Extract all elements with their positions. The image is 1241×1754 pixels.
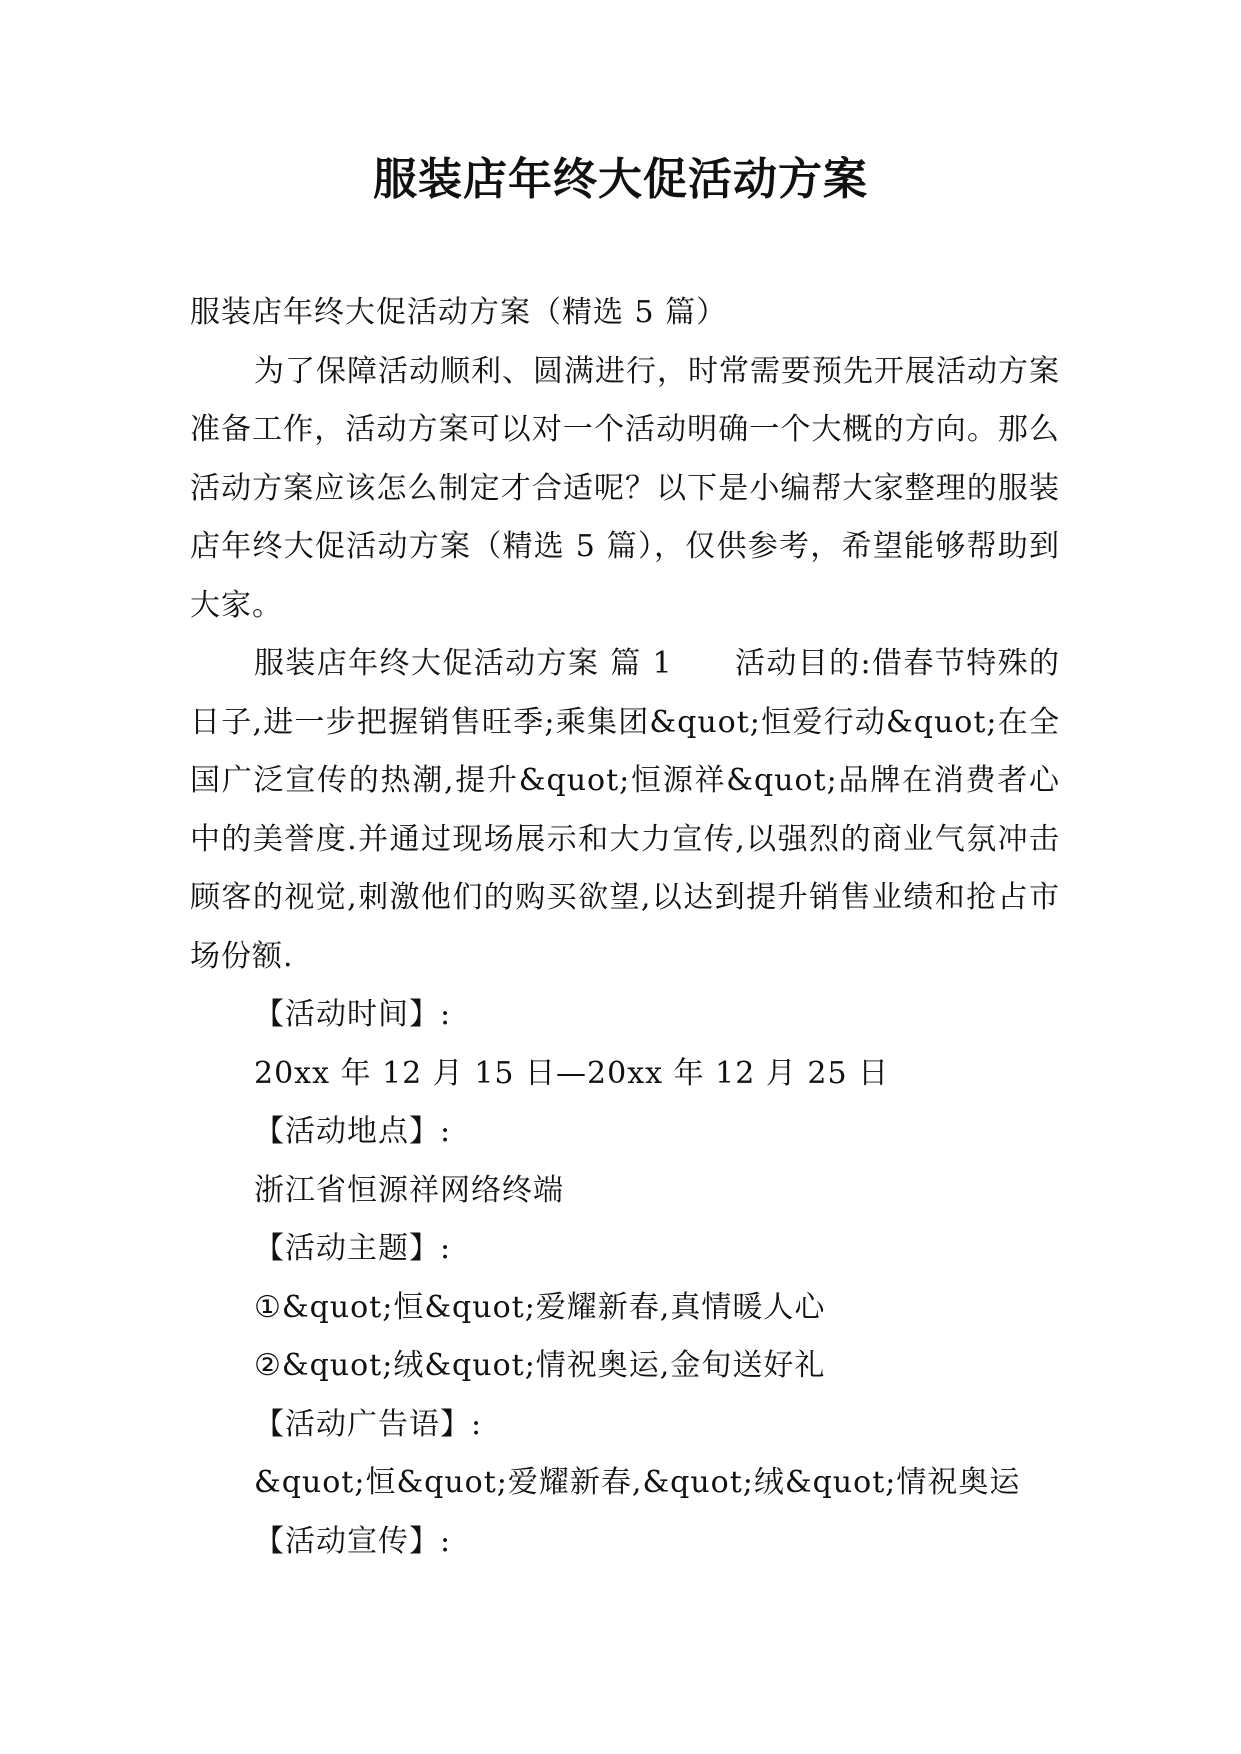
place-label: 【活动地点】: [254, 1114, 452, 1149]
time-label: 【活动时间】: [254, 997, 452, 1032]
theme-label: 【活动主题】: [254, 1231, 452, 1266]
document-title: 服装店年终大促活动方案 [373, 154, 868, 205]
section1-purpose: 活动目的:借春节特殊的日子,进一步把握销售旺季;乘集团&quot;恒爱行动&quot;在全国广泛宣传的热潮,提升&quot;恒源祥&quot;品牌在消费者心中的美誉度.并通过现场展示和大力宣传,以强烈的商业气氛冲击顾客的视觉,刺激他们的购买欲望,以达到提升销售业绩和抢占市场份额. [190, 646, 1060, 974]
theme-item-2: ②&quot;绒&quot;情祝奥运,金旬送好礼 [254, 1348, 826, 1383]
theme-item-1: ①&quot;恒&quot;爱耀新春,真情暖人心 [254, 1289, 826, 1325]
place-value: 浙江省恒源祥网络终端 [254, 1172, 564, 1208]
promo-label: 【活动宣传】: [254, 1523, 452, 1559]
slogan-value: &quot;恒&quot;爱耀新春,&quot;绒&quot;情祝奥运 [254, 1465, 1021, 1500]
section1-paragraph [190, 635, 1060, 986]
section1-heading: 服装店年终大促活动方案 篇 1 [254, 646, 673, 681]
intro-paragraph: 为了保障活动顺利、圆满进行，时常需要预先开展活动方案准备工作，活动方案可以对一个活动明确一个大概的方向。那么活动方案应该怎么制定才合适呢？以下是小编帮大家整理的服装店年终大促活动方案（精选 5 篇），仅供参考，希望能够帮助到大家。 [190, 353, 1060, 623]
document-body [190, 284, 1060, 1571]
time-value: 20xx 年 12 月 15 日—20xx 年 12 月 25 日 [254, 1055, 890, 1091]
subtitle-line: 服装店年终大促活动方案（精选 5 篇） [190, 295, 728, 330]
slogan-label: 【活动广告语】: [254, 1406, 483, 1442]
